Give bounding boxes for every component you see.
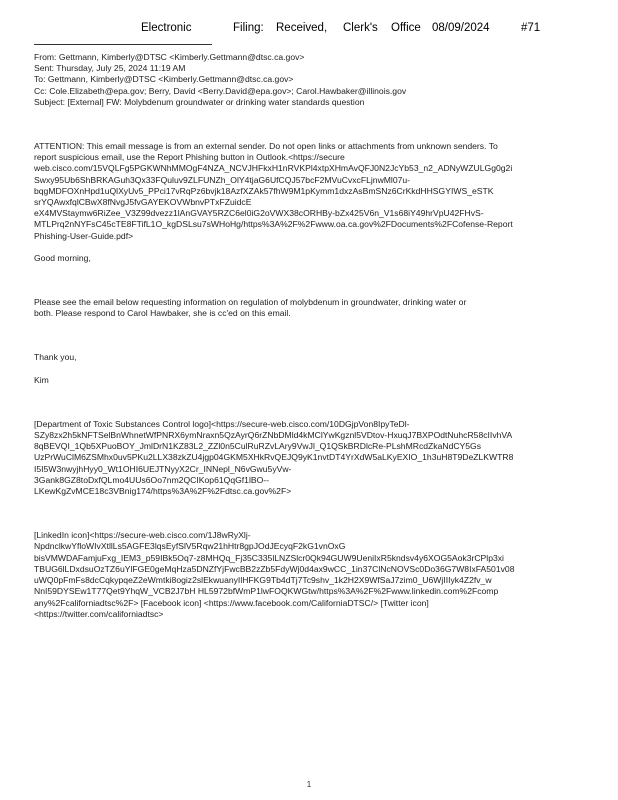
request-line: both. Please respond to Carol Hawbaker, she is cc'ed on this email. — [34, 308, 291, 319]
email-sent: Sent: Thursday, July 25, 2024 11:19 AM — [34, 63, 186, 74]
filing-office: Office — [391, 22, 421, 34]
attention-line: ATTENTION: This email message is from an external sender. Do not open links or attachments from unknown senders. To — [34, 141, 498, 152]
attention-line[interactable]: report suspicious email, use the Report Phishing button in Outlook.<https://secure — [34, 152, 345, 163]
filing-received: Received, — [276, 22, 328, 34]
filing-clerks: Clerk's — [343, 22, 378, 34]
email-from: From: Gettmann, Kimberly@DTSC <Kimberly.Gettmann@dtsc.ca.gov> — [34, 52, 305, 62]
social-link[interactable]: [LinkedIn icon]<https://secure-web.cisco.com/1J8wRyXlj- — [34, 530, 251, 541]
social-link[interactable]: <https://twitter.com/californiadtsc> — [34, 608, 164, 619]
header-rule — [34, 44, 212, 45]
signature: Kim — [34, 374, 49, 385]
filing-electronic: Electronic — [141, 22, 192, 34]
closing: Thank you, — [34, 352, 77, 363]
email-cc: Cc: Cole.Elizabeth@epa.gov; Berry, David <Berry.David@epa.gov>; Carol.Hawbaker@illinois.gov — [34, 85, 407, 96]
email-body — [34, 52, 594, 620]
dtsc-logo-link[interactable]: 8qBEVQI_1Qb5XPuoBOY_JmlDrN1KZ83L2_ZZl0n5CulRuRZvLAry9VwJl_Q1QSkBRDlcRe-PLshMRcdZkaNdCY5Gs — [34, 441, 482, 452]
filing-number: #71 — [521, 22, 541, 34]
request-line: Please see the email below requesting information on regulation of molybdenum in groundwater, drinking water or — [34, 297, 467, 308]
social-link[interactable]: bisVMWDAFamjuFxg_IEM3_p59IBk5Oq7-z8MHQq_Fj35C335lLNZSlcr0Qk94GUW9UeniIxR5kndsv4y6XOG5Aok3rCPlp3xi — [34, 552, 504, 563]
dtsc-logo-link[interactable]: LKewKgZvMCE18c3VBnig174/https%3A%2F%2Fdtsc.ca.gov%2F> — [34, 486, 292, 497]
attention-line[interactable]: srYQAwxfqlCBwX8fNvgJ5fvGAYEKOVWbnvPTxFZuidcE — [34, 197, 252, 208]
dtsc-logo-link[interactable]: SZy8zx2h5kNFTSelBnWhnetWfPNRX6ymNraxn5QzAyrQ6rZNbDMld4kMClYwKgznl5VDtov-HxuqJ7BXPOdtNuhcR58cIIvhVA — [34, 430, 513, 441]
attention-line[interactable]: Swxy95Ub6ShBRKAGuh3Qx33FQuluv9ZLFUNZh_OlY4tjaG6UfCQJ57bcF2MVuCvxcFLjnwMl07u- — [34, 174, 411, 185]
page-number: 1 — [306, 780, 312, 789]
dtsc-logo-link[interactable]: 3Gank8GZ8toDxfQLmo4UUs6Oo7nm2QCIKop61QqGf1lBO-- — [34, 474, 269, 485]
greeting: Good morning, — [34, 252, 91, 263]
attention-line[interactable]: eX4MVStaymw6RiZee_V3Z99dvezz1lAnGVAY5RZC6el0iG2oVWX38cORHBy-bZx425V6n_V1s68iY49hrVpU42FHvS- — [34, 208, 484, 219]
social-link[interactable]: NnI59DYSEw1T77Qet9YhqW_VCB2J7bH HL5972bfWmP1lwFOQKWGtw/https%3A%2F%2Fwww.linkedin.com%2Fcomp — [34, 586, 499, 597]
attention-line[interactable]: Phishing-User-Guide.pdf> — [34, 230, 134, 241]
social-link[interactable]: TBUG6lLDxdsuOzTZ6uYlFGE0geMqHza5DNZfYjFwcBB2zZb5FdyWj0d4ax9wCC_1in37ClNcNOVSc0Do36G7W8IxFA501v08 — [34, 563, 515, 574]
dtsc-logo-link[interactable]: [Department of Toxic Substances Control logo]<https://secure-web.cisco.com/10DGjpVon8IpyTeDl- — [34, 418, 410, 429]
social-link[interactable]: NpdnclkwYfloWIvXtllLs5AGFE3lqsEyfSlV5Rqw21hHtr8gpJOdJEcyqF2kG1vnOxG — [34, 541, 346, 552]
email-subject: Subject: [External] FW: Molybdenum groundwater or drinking water standards question — [34, 96, 365, 107]
dtsc-logo-link[interactable]: I5I5W3nwyjhHyy0_Wt1OHI6UEJTNyyX2Cr_INNepl_N6vGwu5yVw- — [34, 463, 292, 474]
filing-date: 08/09/2024 — [432, 22, 490, 34]
filing-label: Filing: — [233, 22, 264, 34]
filing-header — [0, 22, 618, 36]
attention-line[interactable]: MTLPrq2nNYFsC45cTE8FTifL1O_kgDSLsu7sWHoHg/https%3A%2F%2Fwww.oa.ca.gov%2FDocuments%2FCofense-Report — [34, 219, 513, 230]
attention-line[interactable]: bqgMDFOXnHpd1uQlXyUv5_PPci17vRqPz6bvjk18AzfXZAk57fhW9M1pKymm1dxzAsBmSNz6CrKkdHHSGYIWS_eSTK — [34, 185, 494, 196]
email-to: To: Gettmann, Kimberly@DTSC <Kimberly.Gettmann@dtsc.ca.gov> — [34, 74, 294, 85]
social-link[interactable]: uWQ0pFmFs8dcCqkypqeZ2eWmtki8ogiz2slEkwuanyIlHFKG9Tb4dTj7Tc9shv_1k2H2X9WfSaJ7zim0_U6WjIIIyk4Z2fv_w — [34, 575, 492, 586]
social-link[interactable]: any%2Fcaliforniadtsc%2F> [Facebook icon] <https://www.facebook.com/CaliforniaDTSC/> [Twitter icon] — [34, 597, 429, 608]
dtsc-logo-link[interactable]: UzPrWuClM6ZSMhx0uv5PKu2LLX38zkZU4jgp04GKM5XHkRvQEJQ9yK1nvtDT4YrXdW5aLKyEXIO_1h3uH8T9DeZLKWTR8 — [34, 452, 514, 463]
attention-line[interactable]: web.cisco.com/15VQLFg5PGKWNhMMOgF4NZA_NCVJHFkxH1nRVKPl4xtpXHmAvQFJ0N2JcYb53_n2_ADNyWZULGg0g2i — [34, 163, 513, 174]
